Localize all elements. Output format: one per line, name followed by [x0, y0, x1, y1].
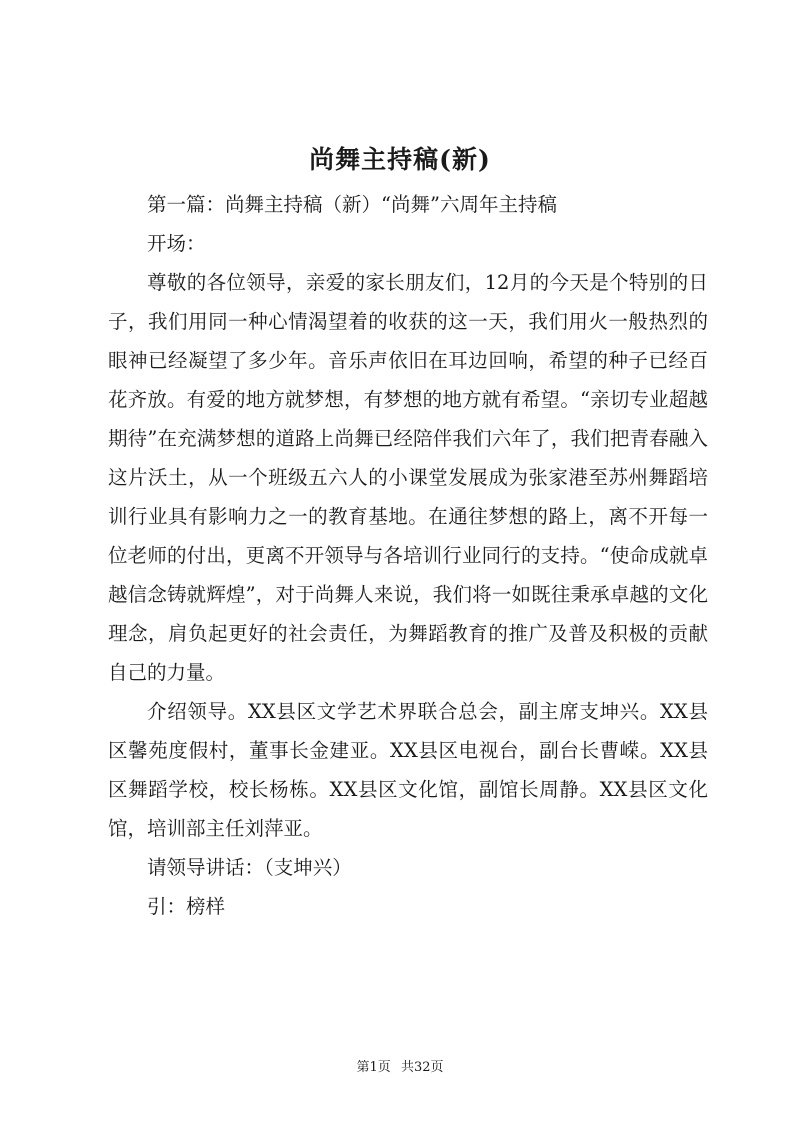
invite-speech-paragraph: 请领导讲话：（支坤兴）	[147, 856, 352, 879]
document-title: 尚舞主持稿(新)	[309, 145, 491, 174]
opening-label-paragraph: 开场：	[147, 232, 206, 255]
document-body	[108, 185, 708, 926]
heading-paragraph: 第一篇：尚舞主持稿（新）“尚舞”六周年主持稿	[147, 193, 557, 216]
page-footer	[0, 1058, 800, 1078]
introduce-leaders-paragraph: 介绍领导。XX县区文学艺术界联合总会，副主席支坤兴。XX县区馨苑度假村，董事长金建亚。XX县区电视台，副台长曹嵘。XX县区舞蹈学校，校长杨栋。XX县区文化馆，副馆长周静。XX县区文化馆，培训部主任刘萍亚。	[108, 700, 708, 840]
total-pages: 共32页	[400, 1060, 444, 1075]
introduction-paragraph: 引：榜样	[147, 895, 226, 918]
opening-speech-paragraph: 尊敬的各位领导，亲爱的家长朋友们，12月的今天是个特别的日子，我们用同一种心情渴望着的收获的这一天，我们用火一般热烈的眼神已经凝望了多少年。音乐声依旧在耳边回响，希望的种子已经百花齐放。有爱的地方就梦想，有梦想的地方就有希望。“亲切专业超越期待”在充满梦想的道路上尚舞已经陪伴我们六年了，我们把青春融入这片沃土，从一个班级五六人的小课堂发展成为张家港至苏州舞蹈培训行业具有影响力之一的教育基地。在通往梦想的路上，离不开每一位老师的付出，更离不开领导与各培训行业同行的支持。“使命成就卓越信念铸就辉煌”，对于尚舞人来说，我们将一如既往秉承卓越的文化理念，肩负起更好的社会责任，为舞蹈教育的推广及普及积极的贡献自己的力量。	[108, 271, 708, 684]
page-number: 第1页	[356, 1060, 391, 1075]
